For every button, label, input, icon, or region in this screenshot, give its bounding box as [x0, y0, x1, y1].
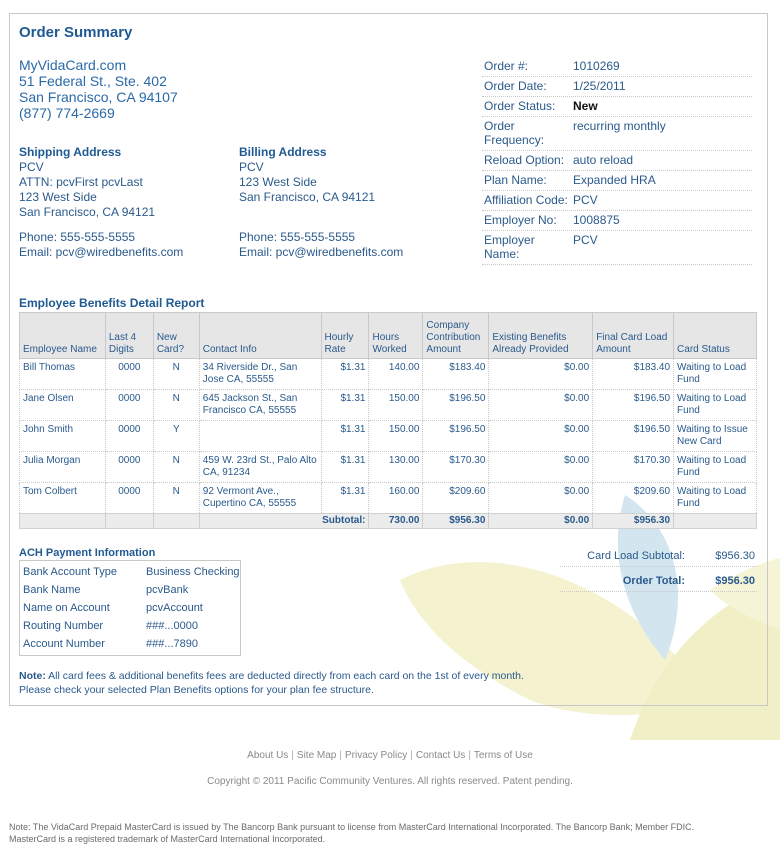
billing-heading: Billing Address — [239, 145, 327, 159]
contribution-amount: $196.50 — [423, 390, 489, 421]
final-load-amount: $183.40 — [593, 359, 674, 390]
card-status: Waiting to Load Fund — [674, 359, 757, 390]
order-info-row — [482, 117, 752, 151]
shipping-line: ATTN: pcvFirst pcvLast — [19, 175, 143, 189]
ach-label: Bank Name — [23, 584, 81, 596]
existing-benefits: $0.00 — [489, 452, 593, 483]
order-info-row — [482, 231, 752, 265]
company-street: 51 Federal St., Ste. 402 — [19, 73, 167, 89]
contact-info: 459 W. 23rd St., Palo Alto CA, 91234 — [199, 452, 321, 483]
footer-link-privacy-policy[interactable]: Privacy Policy — [344, 750, 408, 761]
last-four-digits: 0000 — [105, 483, 153, 514]
subtotal-spacer — [105, 514, 153, 529]
last-four-digits: 0000 — [105, 359, 153, 390]
order-total-value: $956.30 — [715, 575, 755, 587]
shipping-line: PCV — [19, 160, 44, 174]
ach-row — [20, 599, 240, 617]
shipping-phone: Phone: 555-555-5555 — [19, 230, 136, 244]
contact-info: 645 Jackson St., San Francisco CA, 55555 — [199, 390, 321, 421]
card-status: Waiting to Load Fund — [674, 452, 757, 483]
table-header-row — [20, 313, 757, 359]
footer-link-contact-us[interactable]: Contact Us — [415, 750, 466, 761]
contribution-amount: $183.40 — [423, 359, 489, 390]
subtotal-spacer — [153, 514, 199, 529]
hours-worked: 130.00 — [369, 452, 423, 483]
order-info-row — [482, 97, 752, 117]
existing-benefits: $0.00 — [489, 359, 593, 390]
ach-label: Bank Account Type — [23, 566, 117, 578]
report-title: Employee Benefits Detail Report — [19, 296, 205, 310]
column-header: Hours Worked — [369, 313, 423, 359]
column-header: Employee Name — [20, 313, 106, 359]
name-on-account: pcvAccount — [146, 602, 203, 614]
final-load-amount: $170.30 — [593, 452, 674, 483]
card-status: Waiting to Issue New Card — [674, 421, 757, 452]
card-load-subtotal-label: Card Load Subtotal: — [587, 550, 685, 562]
hourly-rate: $1.31 — [321, 452, 369, 483]
contribution-amount: $196.50 — [423, 421, 489, 452]
contact-info: 34 Riverside Dr., San Jose CA, 55555 — [199, 359, 321, 390]
order-info-label: Affiliation Code: — [484, 193, 568, 207]
company-phone: (877) 774-2669 — [19, 105, 115, 121]
billing-line: PCV — [239, 160, 264, 174]
subtotal-existing: $0.00 — [489, 514, 593, 529]
card-status: Waiting to Load Fund — [674, 390, 757, 421]
ach-row — [20, 617, 240, 635]
employer-name: PCV — [573, 233, 598, 247]
plan-name: Expanded HRA — [573, 173, 656, 187]
shipping-email: Email: pcv@wiredbenefits.com — [19, 245, 184, 259]
affiliation-code: PCV — [573, 193, 598, 207]
ach-row — [20, 563, 240, 581]
contact-info: 92 Vermont Ave., Cupertino CA, 55555 — [199, 483, 321, 514]
note-line-1: All card fees & additional benefits fees are deducted directly from each card on the 1st of every month. — [45, 670, 524, 682]
column-header: Contact Info — [199, 313, 321, 359]
order-info-label: Order Status: — [484, 99, 556, 113]
table-row — [20, 483, 757, 514]
bank-name: pcvBank — [146, 584, 189, 596]
card-load-subtotal-value: $956.30 — [715, 550, 755, 562]
hourly-rate: $1.31 — [321, 483, 369, 514]
contact-info — [199, 421, 321, 452]
column-header: New Card? — [153, 313, 199, 359]
order-frequency: recurring monthly — [573, 119, 666, 133]
table-row — [20, 390, 757, 421]
final-load-amount: $209.60 — [593, 483, 674, 514]
account-number: ###...7890 — [146, 638, 198, 650]
column-header: Final Card Load Amount — [593, 313, 674, 359]
company-city: San Francisco, CA 94107 — [19, 89, 178, 105]
last-four-digits: 0000 — [105, 452, 153, 483]
order-info-row — [482, 171, 752, 191]
ach-label: Name on Account — [23, 602, 110, 614]
order-info-label: Order Frequency: — [484, 119, 545, 147]
new-card: N — [153, 359, 199, 390]
ach-label: Account Number — [23, 638, 105, 650]
ach-label: Routing Number — [23, 620, 104, 632]
table-row — [20, 421, 757, 452]
note-prefix: Note: — [19, 670, 46, 682]
order-info-row — [482, 57, 752, 77]
fee-note — [19, 669, 524, 697]
order-info-row — [482, 151, 752, 171]
footer-link-about-us[interactable]: About Us — [247, 750, 289, 761]
employee-name: Bill Thomas — [20, 359, 106, 390]
hours-worked: 150.00 — [369, 390, 423, 421]
order-status: New — [573, 99, 598, 113]
column-header: Card Status — [674, 313, 757, 359]
reload-option: auto reload — [573, 153, 634, 167]
bank-account-type: Business Checking — [146, 566, 240, 578]
order-info-row — [482, 211, 752, 231]
employee-benefits-table — [19, 312, 757, 529]
order-info-label: Order Date: — [484, 79, 547, 93]
billing-address — [239, 145, 403, 260]
shipping-heading: Shipping Address — [19, 145, 122, 159]
subtotal-hours: 730.00 — [369, 514, 423, 529]
hours-worked: 150.00 — [369, 421, 423, 452]
order-info-row — [482, 191, 752, 211]
subtotal-row — [20, 514, 757, 529]
disclaimer-line-1: Note: The VidaCard Prepaid MasterCard is issued by The Bancorp Bank pursuant to license from MasterCard International Incorporated. The Bancorp Bank; Member FDIC. — [9, 822, 695, 832]
order-info-label: Employer Name: — [484, 233, 535, 261]
employee-name: Jane Olsen — [20, 390, 106, 421]
billing-email: Email: pcv@wiredbenefits.com — [239, 245, 404, 259]
existing-benefits: $0.00 — [489, 483, 593, 514]
order-info-label: Reload Option: — [484, 153, 565, 167]
ach-row — [20, 581, 240, 599]
contribution-amount: $170.30 — [423, 452, 489, 483]
final-load-amount: $196.50 — [593, 390, 674, 421]
new-card: N — [153, 390, 199, 421]
contribution-amount: $209.60 — [423, 483, 489, 514]
subtotal-final: $956.30 — [593, 514, 674, 529]
shipping-address — [19, 145, 183, 260]
new-card: N — [153, 452, 199, 483]
disclaimer-line-2: MasterCard is a registered trademark of MasterCard International Incorporated. — [9, 834, 326, 844]
column-header: Last 4 Digits — [105, 313, 153, 359]
new-card: N — [153, 483, 199, 514]
hours-worked: 160.00 — [369, 483, 423, 514]
billing-phone: Phone: 555-555-5555 — [239, 230, 356, 244]
existing-benefits: $0.00 — [489, 390, 593, 421]
order-date: 1/25/2011 — [573, 79, 626, 93]
order-info-label: Order #: — [484, 59, 529, 73]
shipping-line: San Francisco, CA 94121 — [19, 205, 156, 219]
new-card: Y — [153, 421, 199, 452]
order-total-row — [560, 567, 757, 592]
hourly-rate: $1.31 — [321, 359, 369, 390]
hours-worked: 140.00 — [369, 359, 423, 390]
footer-link-site-map[interactable]: Site Map — [296, 750, 337, 761]
existing-benefits: $0.00 — [489, 421, 593, 452]
company-info — [19, 57, 178, 121]
ach-row — [20, 635, 240, 653]
employee-name: Tom Colbert — [20, 483, 106, 514]
last-four-digits: 0000 — [105, 390, 153, 421]
column-header: Hourly Rate — [321, 313, 369, 359]
subtotal-spacer — [20, 514, 106, 529]
order-totals — [560, 547, 757, 592]
hourly-rate: $1.31 — [321, 421, 369, 452]
card-status: Waiting to Load Fund — [674, 483, 757, 514]
ach-payment-info — [19, 560, 241, 656]
footer-link-terms-of-use[interactable]: Terms of Use — [473, 750, 533, 761]
card-load-subtotal-row — [560, 547, 757, 567]
order-total-label: Order Total: — [622, 575, 685, 587]
billing-line: San Francisco, CA 94121 — [239, 190, 376, 204]
column-header: Existing Benefits Already Provided — [489, 313, 593, 359]
shipping-line: 123 West Side — [19, 190, 97, 204]
order-info-label: Plan Name: — [484, 173, 547, 187]
billing-line: 123 West Side — [239, 175, 317, 189]
note-line-2: Please check your selected Plan Benefits options for your plan fee structure. — [19, 684, 374, 696]
last-four-digits: 0000 — [105, 421, 153, 452]
employer-number: 1008875 — [573, 213, 620, 227]
subtotal-spacer — [674, 514, 757, 529]
page-title: Order Summary — [19, 24, 133, 41]
hourly-rate: $1.31 — [321, 390, 369, 421]
subtotal-contribution: $956.30 — [423, 514, 489, 529]
table-row — [20, 359, 757, 390]
disclaimer — [9, 821, 694, 845]
order-info-row — [482, 77, 752, 97]
final-load-amount: $196.50 — [593, 421, 674, 452]
order-info — [482, 57, 752, 265]
copyright: Copyright © 2011 Pacific Community Ventures. All rights reserved. Patent pending. — [207, 776, 573, 787]
order-number: 1010269 — [573, 59, 620, 73]
ach-title: ACH Payment Information — [19, 547, 156, 559]
subtotal-label: Subtotal: — [199, 514, 369, 529]
employee-name: Julia Morgan — [20, 452, 106, 483]
footer-links: About Us | Site Map | Privacy Policy | Contact Us | Terms of Use — [247, 750, 533, 761]
routing-number: ###...0000 — [146, 620, 198, 632]
company-name: MyVidaCard.com — [19, 57, 127, 73]
order-info-label: Employer No: — [484, 213, 557, 227]
column-header: Company Contribution Amount — [423, 313, 489, 359]
table-row — [20, 452, 757, 483]
employee-name: John Smith — [20, 421, 106, 452]
